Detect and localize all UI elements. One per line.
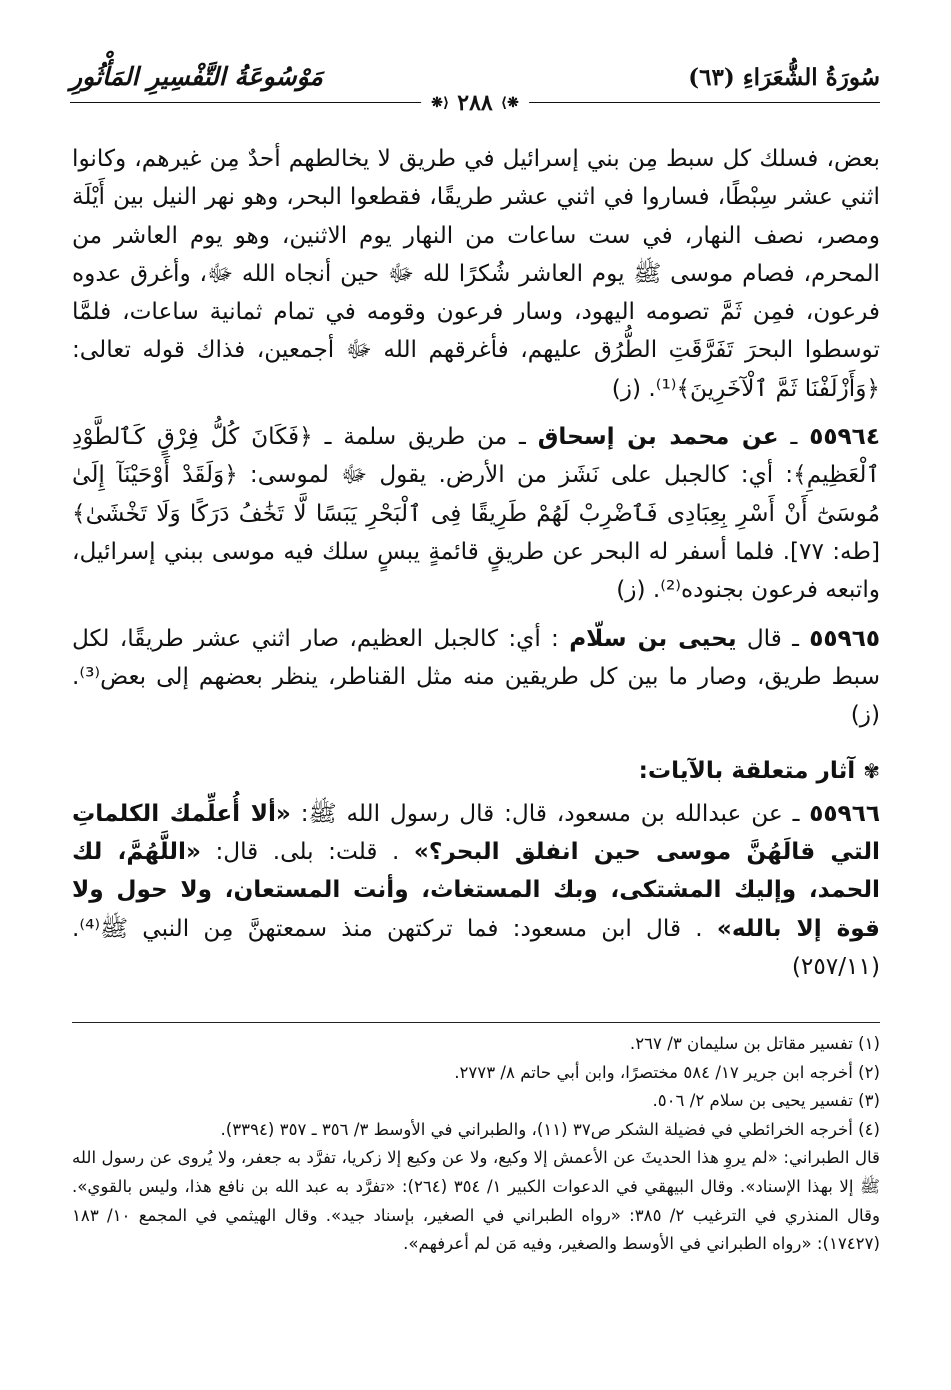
narration-prefix: ـ قال [736,624,799,652]
narration-text: ـ من طريق سلمة ـ ﴿فَكَانَ كُلُّ فِرْقٍ كَٱلطَّوْدِ ٱلْعَظِيمِ﴾: أي: كالجبل على نَشَز من الأرض. يقول ﷻ لموسى: ﴿وَلَقَدْ أَوْحَيْنَآ إِلَىٰ مُوسَىٰٓ أَنْ أَسْرِ بِعِبَادِى فَٱضْرِبْ لَهُمْ طَرِيقًا فِى ٱلْبَحْرِ يَبَسًا لَّا تَخَٰفُ دَرَكًا وَلَا تَخْشَىٰ﴾ [طه: ٧٧]. فلما أسفر له البحر عن طريقٍ قائمةٍ يبسٍ سلك فيه موسى ببني إسرائيل، واتبعه فرعون بجنوده⁽²⁾. (ز) [72,423,880,604]
page-number-box [421,90,529,116]
narration-number: ٥٥٩٦٤ [809,423,880,451]
section-heading [72,752,880,790]
footnotes [72,1030,880,1259]
hadith-text: «اللَّهُمَّ، لك الحمد، وإليك المشتكى، وبك المستغاث، وأنت المستعان، ولا حول ولا قوة إلا بالله» [72,838,880,942]
ornament-icon: ❋⟩ [500,95,519,111]
narration-text: : أي: كالجبل العظيم، صار اثني عشر طريقًا، لكل سبط طريق، وصار ما بين كل طريقين منه مثل القناطر، ينظر بعضهم إلى بعض⁽³⁾. (ز) [72,624,880,729]
book-title: مَوْسُوعَةُ التَّفْسِيرِ المَأْثُورِ [70,62,323,91]
paragraph-3 [72,620,880,735]
paragraph-4 [72,795,880,986]
narrator-name: يحيى بن سلّام [569,624,737,652]
surah-title: سُورَةُ الشُّعَرَاءِ (٦٣) [688,64,880,91]
footnote-1: (١) تفسير مقاتل بن سليمان ٣/ ٢٦٧. [629,1034,880,1053]
flower-ornament-icon: ✾ [863,759,880,784]
page-header [70,58,880,118]
ornament-icon: ⟨❋ [431,95,450,111]
footnote-4: (٤) أخرجه الخرائطي في فضيلة الشكر ص٣٧ (١١)، والطبراني في الأوسط ٣/ ٣٥٦ ـ ٣٥٧ (٣٣٩٤). [220,1119,880,1139]
narration-number: ٥٥٩٦٥ [809,624,881,652]
paragraph-2: ٥٥٩٦٤ ـ عن محمد بن إسحاق ـ من طريق سلمة ـ ﴿فَكَانَ كُلُّ فِرْقٍ كَٱلطَّوْدِ ٱلْعَظِيمِ﴾: أي: كالجبل على نَشَز من الأرض. يقول ﷻ لموسى: ﴿وَلَقَدْ أَوْحَيْنَآ إِلَىٰ مُوسَىٰٓ أَنْ أَسْرِ بِعِبَادِى فَٱضْرِبْ لَهُمْ طَرِيقًا فِى ٱلْبَحْرِ يَبَسًا لَّا تَخَٰفُ دَرَكًا وَلَا تَخْشَىٰ﴾ [طه: ٧٧]. فلما أسفر له البحر عن طريقٍ قائمةٍ يبسٍ سلك فيه موسى ببني إسرائيل، واتبعه فرعون بجنوده⁽²⁾. (ز) [72,423,880,604]
narration-prefix: ـ عن عبدالله بن مسعود، قال: قال رسول الله ﷺ: [290,799,800,827]
paragraph-1: بعض، فسلك كل سبط مِن بني إسرائيل في طريق لا يخالطهم أحدٌ مِن غيرهم، وكانوا اثني عشر سِبْطًا، فساروا في اثني عشر طريقًا، فقطعوا البحر، وهو نهر النيل بين أَيْلَة ومصر، نصف النهار، في ست ساعات من النهار يوم الاثنين، وهو يوم العاشر من المحرم، فصام موسى ﷺ يوم العاشر شُكرًا لله ﷻ حين أنجاه الله ﷻ، وأغرق عدوه فرعون، فمِن ثَمَّ تصومه اليهود، وسار فرعون وقومه في تمام ثمانية ساعات، فلمَّا توسطوا البحرَ تَفَرَّقَتِ الطُّرُق عليهم، فأغرقهم الله ﷻ أجمعين، فذاك قوله تعالى: ﴿وَأَزْلَفْنَا ثَمَّ ٱلْآخَرِينَ﴾⁽¹⁾. (ز) [72,145,880,402]
footnote-2: (٢) أخرجه ابن جرير ١٧/ ٥٨٤ مختصرًا، وابن أبي حاتم ٨/ ٢٧٧٣. [454,1062,880,1082]
narration-number: ٥٥٩٦٦ [809,799,881,827]
narration-text: . قال ابن مسعود: فما تركتهن منذ سمعتهنَّ مِن النبي ﷺ⁽⁴⁾. (٢٥٧/١١) [72,914,880,980]
section-title: آثار متعلقة بالآيات: [638,757,856,785]
footnote-3: (٣) تفسير يحيى بن سلام ٢/ ٥٠٦. [652,1091,880,1111]
hadith-text: «ألا أُعلِّمك الكلماتِ التي قالَهُنَّ موسى حين انفلق البحر؟» [72,799,880,866]
page-number: ٢٨٨ [457,90,493,116]
narrator-name: عن محمد بن إسحاق [537,423,779,451]
footnote-4-continued: قال الطبراني: «لم يروِ هذا الحديثَ عن الأعمش إلا وكيع، ولا عن وكيع إلا زكريا، تفرَّد به جعفر، ولا يُروى عن رسول الله ﷺ إلا بهذا الإسناد». وقال البيهقي في الدعوات الكبير ١/ ٣٥٤ (٢٦٤): «تفرَّد به عبد الله بن نافع هذا، وليس بالقوي». وقال المنذري في الترغيب ٢/ ٣٨٥: «رواه الطبراني في الصغير، بإسناد جيد». وقال الهيثمي في المجمع ١٠/ ١٨٣ (١٧٤٢٧): «رواه الطبراني في الأوسط والصغير، وفيه مَن لم أعرفهم». [72,1148,881,1254]
footnote-separator [72,1022,880,1023]
main-text [72,140,880,986]
narration-text: . قلت: بلى. قال: [200,838,400,866]
